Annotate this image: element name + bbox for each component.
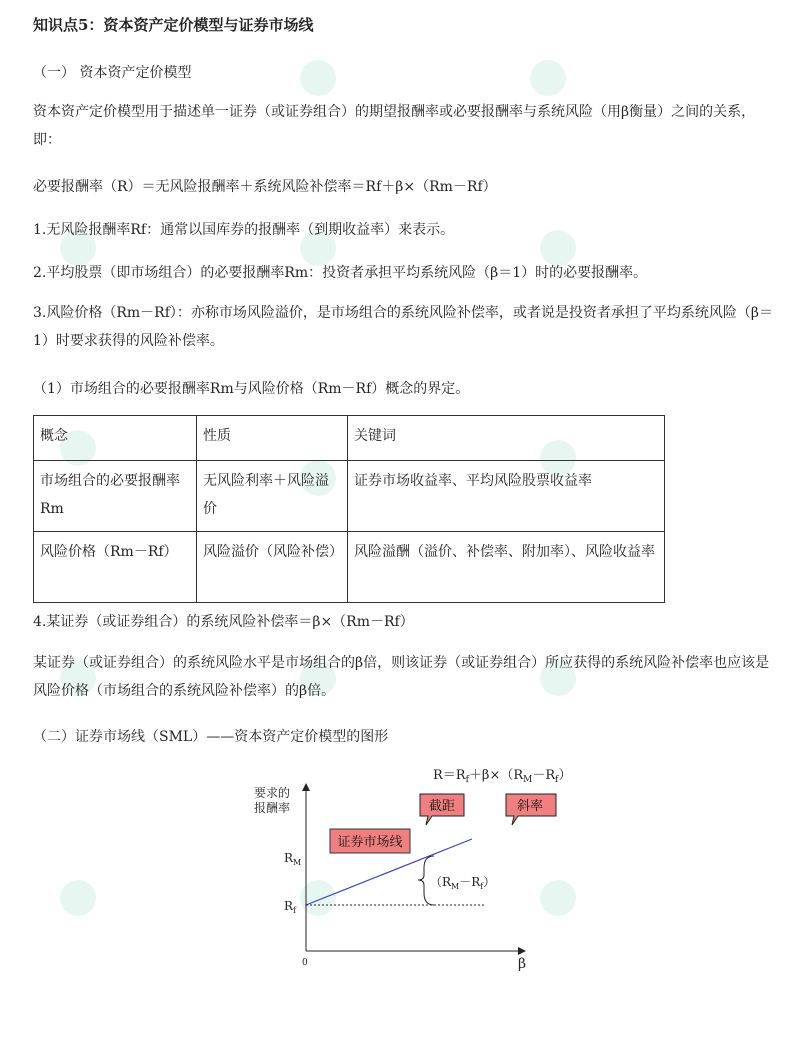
- concept-table: [33, 415, 665, 603]
- intercept-label: 截距: [428, 799, 456, 814]
- slope-label: 斜率: [516, 799, 544, 814]
- watermark-logo-icon: [60, 880, 96, 916]
- section1-heading: （一） 资本资产定价模型: [33, 65, 192, 81]
- rf-label: $R_f$: [284, 899, 297, 915]
- origin-label: 0: [302, 958, 308, 968]
- y-axis-label-line2: 报酬率: [254, 801, 291, 815]
- intercept-callout: [420, 794, 464, 825]
- sml-label: 证券市场线: [337, 835, 403, 850]
- brace-label: $(R_M-R_f)$: [430, 875, 496, 891]
- table-cell: 证券市场收益率、平均风险股票收益率: [348, 461, 665, 532]
- table-row: [34, 461, 665, 532]
- watermark-logo-icon: [300, 60, 336, 96]
- sml-formula: $R=R_f+\beta\times(R_M-R_f)$: [433, 768, 572, 785]
- table-header-cell: 性质: [197, 416, 348, 461]
- table-header-cell: 概念: [34, 416, 197, 461]
- watermark-logo-icon: [540, 230, 576, 266]
- item-security-risk-desc: 某证券（或证券组合）的系统风险水平是市场组合的β倍，则该证券（或证券组合）所应获得的系统风险补偿率也应该是风险价格（市场组合的系统风险补偿率）的β倍。: [33, 655, 770, 699]
- table-cell: 风险溢价（风险补偿）: [197, 532, 348, 603]
- item-security-risk-comp: 4.某证券（或证券组合）的系统风险补偿率＝β×（Rm－Rf）: [33, 614, 414, 630]
- table-cell: 无风险利率＋风险溢价: [197, 461, 348, 532]
- item-risk-price: 3.风险价格（Rm－Rf）：亦称市场风险溢价，是市场组合的系统风险补偿率，或者说是投资者承担了平均系统风险（β＝1）时要求获得的风险补偿率。: [33, 305, 773, 349]
- capm-formula: 必要报酬率（R）＝无风险报酬率＋系统风险补偿率＝Rf＋β×（Rm－Rf）: [33, 179, 497, 195]
- watermark-logo-icon: [530, 60, 566, 96]
- table-row: [34, 532, 665, 603]
- table-header-cell: 关键词: [348, 416, 665, 461]
- sml-diagram: [250, 755, 572, 975]
- page-title: 知识点5：资本资产定价模型与证券市场线: [33, 16, 314, 34]
- section2-heading: （二）证券市场线（SML）——资本资产定价模型的图形: [33, 729, 389, 745]
- x-axis-label: β: [518, 956, 527, 972]
- y-axis-label-line1: 要求的: [254, 786, 291, 800]
- table-cell: 风险价格（Rm－Rf）: [34, 532, 197, 603]
- capm-intro: 资本资产定价模型用于描述单一证券（或证券组合）的期望报酬率或必要报酬率与系统风险（用β衡量）之间的关系，即：: [33, 104, 756, 148]
- slope-callout: [506, 794, 556, 825]
- table-cell: 风险溢酬（溢价、补偿率、附加率）、风险收益率: [348, 532, 665, 603]
- table-cell: 市场组合的必要报酬率Rm: [34, 461, 197, 532]
- rm-label: $R_M$: [284, 851, 302, 867]
- sml-label-box: [330, 829, 410, 853]
- table-header-row: [34, 416, 665, 461]
- concept-sub-heading: （1）市场组合的必要报酬率Rm与风险价格（Rm－Rf）概念的界定。: [33, 381, 470, 397]
- item-rm: 2.平均股票（即市场组合）的必要报酬率Rm：投资者承担平均系统风险（β＝1）时的必要报酬率。: [33, 265, 648, 281]
- item-rf: 1.无风险报酬率Rf：通常以国库券的报酬率（到期收益率）来表示。: [33, 222, 455, 238]
